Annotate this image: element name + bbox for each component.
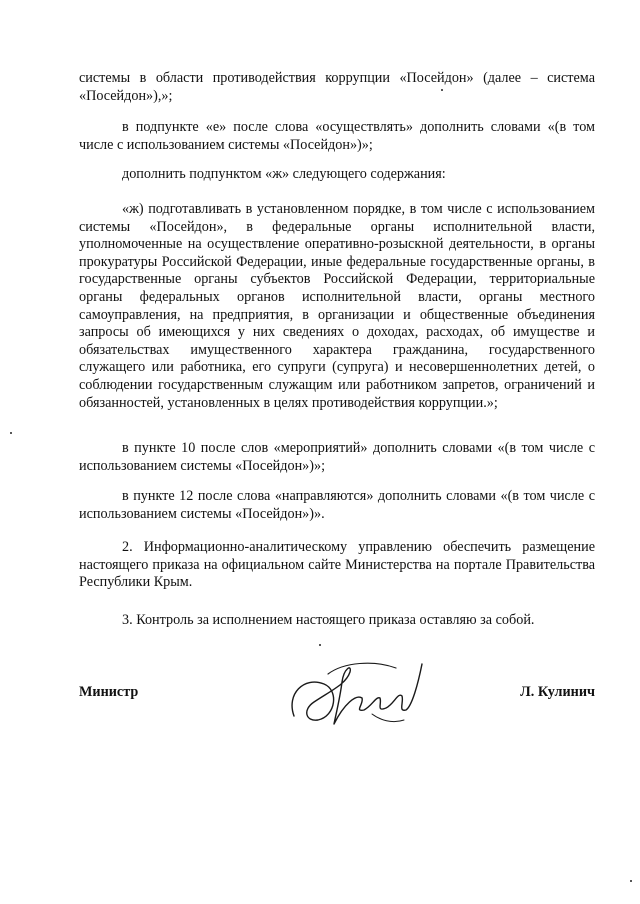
paragraph-item-10: в пункте 10 после слов «мероприятий» дополнить словами «(в том числе с использованием системы «Посейдон»)»; [79, 440, 595, 474]
paragraph-point-3: 3. Контроль за исполнением настоящего приказа оставляю за собой. [122, 612, 535, 628]
paragraph-point-2: 2. Информационно-аналитическому управлению обеспечить размещение настоящего приказа на официальном сайте Министерства на портале Правительства Республики Крым. [79, 539, 595, 591]
paragraph-subitem-e: в подпункте «е» после слова «осуществлять» дополнить словами «(в том числе с использованием системы «Посейдон»)»; [79, 119, 595, 153]
paragraph-item-12: в пункте 12 после слова «направляются» дополнить словами «(в том числе с использованием системы «Посейдон»)». [79, 488, 595, 522]
handwritten-signature [284, 654, 434, 744]
paragraph-add-subitem: дополнить подпунктом «ж» следующего содержания: [122, 166, 446, 182]
scan-speck [630, 880, 632, 882]
scan-speck [10, 432, 12, 434]
paragraph-subitem-zh: «ж) подготавливать в установленном порядке, в том числе с использованием системы «Посейдон», в федеральные органы исполнительной власти, уполномоченные на осуществление оперативно-розыскной деятельности, в органы прокуратуры Российской Федерации, иные федеральные государственные органы, в государственные органы субъектов Российской Федерации, территориальные органы федеральных органов исполнительной власти, органы местного самоуправления, на предприятия, в организации и общественные объединения запросы об имеющихся у них сведениях о доходах, расходах, об имуществе и обязательствах имущественного характера гражданина, государственного служащего или работника, его супруги (супруга) и несовершеннолетних детей, о соблюдении государственным служащим или работником запретов, ограничений и обязанностей, установленных в целях противодействия коррупции.»; [79, 201, 595, 411]
signatory-role: Министр [79, 684, 139, 700]
paragraph-continuation: системы в области противодействия коррупции «Посейдон» (далее – система «Посейдон»),»; [79, 70, 595, 104]
signature-block [79, 684, 595, 764]
scan-speck [319, 644, 321, 646]
signatory-name: Л. Кулинич [520, 684, 595, 700]
scan-speck [441, 89, 443, 91]
